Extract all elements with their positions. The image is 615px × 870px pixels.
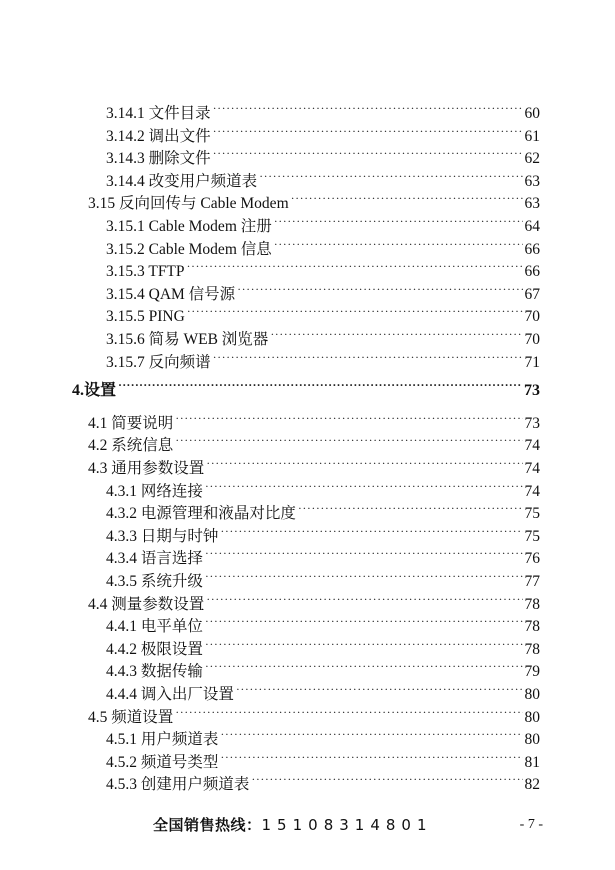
- toc-entry-title: 4.设置: [72, 382, 117, 400]
- toc-entry-title: 4.3.3 日期与时钟: [106, 527, 219, 545]
- toc-entry-title: 3.14.4 改变用户频道表: [106, 172, 258, 190]
- toc-entry[interactable]: [88, 428, 540, 455]
- toc-entry-page-number: 66: [524, 240, 540, 258]
- toc-entry[interactable]: [88, 587, 540, 613]
- toc-entry-title: 4.3.2 电源管理和液晶对比度: [106, 505, 296, 523]
- dot-leader: [251, 767, 522, 789]
- toc-entry-title: 4.3.5 系统升级: [106, 573, 203, 590]
- toc-entry-page-number: 79: [524, 663, 540, 681]
- toc-entry[interactable]: [106, 677, 540, 703]
- toc-entry[interactable]: [106, 322, 540, 348]
- toc-entry-page-number: 80: [524, 686, 540, 703]
- toc-entry-title: 4.2 系统信息: [88, 437, 174, 455]
- toc-entry-page-number: 81: [524, 753, 540, 771]
- toc-entry-title: 4.4.2 极限设置: [106, 640, 203, 658]
- toc-entry-title: 3.14.3 删除文件: [106, 150, 211, 168]
- toc-entry[interactable]: [106, 654, 540, 681]
- toc-entry-title: 4.3 通用参数设置: [88, 460, 205, 477]
- toc-entry[interactable]: [106, 609, 540, 636]
- toc-entry[interactable]: [106, 345, 540, 371]
- toc-entry-title: 3.14.2 调出文件: [106, 127, 211, 145]
- toc-entry[interactable]: [106, 141, 540, 168]
- toc-entry[interactable]: [72, 373, 540, 400]
- dot-leader: [291, 186, 523, 208]
- dot-leader: [236, 677, 523, 699]
- toc-entry-title: 4.5 频道设置: [88, 708, 174, 726]
- toc-entry-page-number: 78: [524, 618, 540, 636]
- toc-entry-page-number: 60: [524, 105, 540, 122]
- toc-entry-page-number: 76: [524, 550, 540, 568]
- toc-entry-title: 3.14.1 文件目录: [106, 105, 211, 122]
- dot-leader: [175, 406, 522, 428]
- toc-entry-title: 4.3.4 语言选择: [106, 550, 203, 568]
- toc-entry[interactable]: [106, 277, 540, 303]
- dot-leader: [205, 609, 523, 631]
- toc-entry-page-number: 64: [524, 218, 540, 235]
- toc-entry[interactable]: [106, 96, 540, 122]
- toc-entry-title: 4.5.2 频道号类型: [106, 753, 219, 771]
- toc-entry-page-number: 80: [524, 731, 540, 749]
- dot-leader: [118, 373, 522, 395]
- toc-entry-title: 3.15.6 简易 WEB 浏览器: [106, 331, 269, 348]
- toc-entry[interactable]: [106, 722, 540, 749]
- toc-entry-page-number: 75: [524, 505, 540, 523]
- toc-entry-page-number: 78: [524, 640, 540, 658]
- dot-leader: [175, 428, 522, 450]
- toc-entry-title: 3.15.7 反向频谱: [106, 353, 211, 371]
- dot-leader: [205, 654, 523, 676]
- dot-leader: [205, 474, 523, 496]
- dot-leader: [274, 232, 523, 254]
- dot-leader: [220, 722, 522, 744]
- toc-entry-page-number: 63: [524, 195, 540, 213]
- toc-entry[interactable]: [106, 119, 540, 145]
- toc-entry[interactable]: [88, 186, 540, 213]
- toc-entry-page-number: 66: [524, 263, 540, 281]
- dot-leader: [206, 451, 522, 473]
- toc-entry-page-number: 71: [524, 353, 540, 371]
- hotline-number: 15108314801: [261, 816, 433, 834]
- toc-entry-page-number: 78: [524, 595, 540, 613]
- toc-entry[interactable]: [106, 541, 540, 568]
- dot-leader: [274, 209, 523, 231]
- toc-entry-title: 3.15 反向回传与 Cable Modem: [88, 195, 289, 213]
- toc-entry-title: 3.15.2 Cable Modem 信息: [106, 240, 272, 258]
- toc-entry-page-number: 61: [524, 127, 540, 145]
- toc-entry[interactable]: [88, 406, 540, 432]
- dot-leader: [270, 322, 522, 344]
- dot-leader: [298, 496, 523, 518]
- dot-leader: [259, 164, 522, 186]
- toc-entry-page-number: 77: [524, 573, 540, 590]
- dot-leader: [213, 96, 523, 118]
- dot-leader: [205, 564, 523, 586]
- toc-entry-title: 4.3.1 网络连接: [106, 482, 203, 500]
- dot-leader: [187, 254, 523, 276]
- toc-entry[interactable]: [106, 496, 540, 523]
- hotline-label: 全国销售热线：: [153, 816, 262, 834]
- toc-entry[interactable]: [106, 519, 540, 545]
- dot-leader: [205, 632, 523, 654]
- dot-leader: [220, 519, 522, 541]
- toc-entry-title: 4.5.1 用户频道表: [106, 731, 219, 749]
- toc-entry[interactable]: [88, 700, 540, 726]
- page-number: - 7 -: [519, 817, 543, 832]
- toc-entry-page-number: 62: [524, 150, 540, 168]
- toc-entry[interactable]: [106, 564, 540, 590]
- toc-entry[interactable]: [106, 745, 540, 771]
- toc-entry-page-number: 75: [524, 527, 540, 545]
- dot-leader: [206, 587, 522, 609]
- dot-leader: [175, 700, 522, 722]
- toc-entry-title: 3.15.3 TFTP: [106, 263, 185, 281]
- dot-leader: [220, 745, 522, 767]
- dot-leader: [213, 141, 523, 163]
- toc-entry-page-number: 82: [524, 776, 540, 794]
- toc-entry-page-number: 70: [524, 331, 540, 348]
- toc-entry[interactable]: [106, 164, 540, 190]
- toc-entry-title: 4.1 简要说明: [88, 414, 174, 432]
- toc-entry-page-number: 74: [524, 460, 540, 477]
- sales-hotline: [153, 813, 433, 837]
- toc-entry-page-number: 70: [524, 308, 540, 326]
- toc-entry-page-number: 80: [524, 708, 540, 726]
- toc-entry-page-number: 73: [524, 414, 540, 432]
- page-footer: [0, 813, 615, 837]
- toc-entry-title: 3.15.1 Cable Modem 注册: [106, 218, 272, 235]
- toc-entry-page-number: 73: [524, 382, 540, 400]
- toc-entry-page-number: 74: [524, 482, 540, 500]
- toc-entry-title: 3.15.5 PING: [106, 308, 185, 326]
- toc-entry-title: 4.5.3 创建用户频道表: [106, 776, 250, 794]
- toc-entry-page-number: 67: [524, 285, 540, 303]
- dot-leader: [205, 541, 523, 563]
- toc-entry-title: 4.4.1 电平单位: [106, 618, 203, 636]
- dot-leader: [237, 277, 522, 299]
- dot-leader: [187, 299, 523, 321]
- toc-entry[interactable]: [106, 254, 540, 281]
- toc-entry-title: 4.4.3 数据传输: [106, 663, 203, 681]
- toc-entry[interactable]: [106, 767, 540, 794]
- toc-entry[interactable]: [106, 474, 540, 500]
- toc-entry[interactable]: [106, 299, 540, 326]
- toc-entry-title: 4.4.4 调入出厂设置: [106, 686, 234, 703]
- dot-leader: [213, 345, 523, 367]
- dot-leader: [213, 119, 523, 141]
- toc-entry[interactable]: [106, 632, 540, 658]
- toc-entry-title: 3.15.4 QAM 信号源: [106, 285, 236, 303]
- toc-entry[interactable]: [106, 209, 540, 235]
- toc-entry-page-number: 74: [524, 437, 540, 455]
- toc-entry[interactable]: [88, 451, 540, 477]
- toc-entry[interactable]: [106, 232, 540, 258]
- toc-entry-page-number: 63: [524, 172, 540, 190]
- toc-entry-title: 4.4 测量参数设置: [88, 595, 205, 613]
